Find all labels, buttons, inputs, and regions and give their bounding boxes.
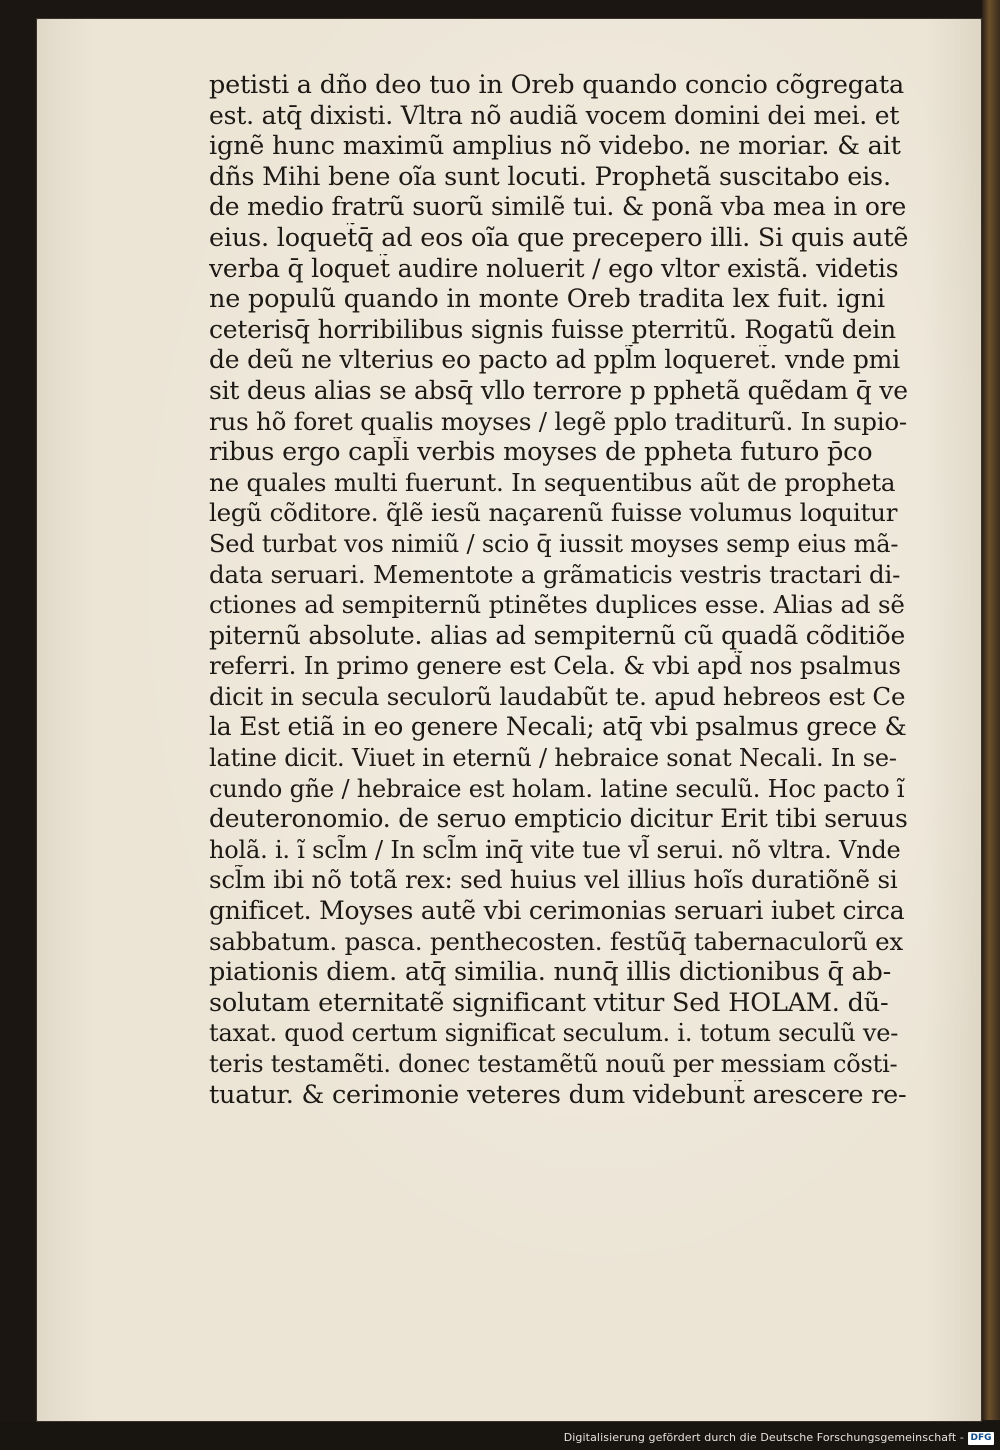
text-line: holã. i. ĩ scl̃m / In scl̃m inq̄ vite tue vl̃ serui. nõ vltra. Vnde <box>209 835 901 864</box>
text-line: ne populũ quando in monte Oreb tradita lex fuit. igni <box>209 284 885 315</box>
dfg-logo-icon: DFG <box>968 1432 994 1445</box>
digitization-credit: Digitalisierung gefördert durch die Deutsche Forschungsgemeinschaft - <box>563 1431 964 1444</box>
text-line: taxat. quod certum significat seculum. i. totum seculũ ve- <box>209 1019 899 1048</box>
text-line: legũ cõditore. q̃lẽ iesũ naçarenũ fuisse volumus loquitur <box>209 498 898 528</box>
text-line: piationis diem. atq̄ similia. nunq̄ illis dictionibus q̄ ab- <box>209 957 892 988</box>
footer-bar <box>0 1422 1000 1450</box>
text-line: ne quales multi fuerunt. In sequentibus aũt de propheta <box>209 467 896 497</box>
text-line: tuatur. & cerimonie veteres dum videbunt̃ arescere re- <box>209 1079 907 1110</box>
text-line: dñs Mihi bene oĩa sunt locuti. Prophetã suscitabo eis. <box>209 161 891 192</box>
text-line: eius. loquet̃q̄ ad eos oĩa que precepero illi. Si quis autẽ <box>209 222 909 253</box>
text-line: ctiones ad sempiternũ ptinẽtes duplices esse. Alias ad sẽ <box>209 590 905 620</box>
text-line: de medio fratrũ suorũ similẽ tui. & ponã vba mea in ore <box>209 192 907 222</box>
text-line: rus hõ foret qualis moyses / legẽ pplo traditurũ. In supio- <box>209 406 907 436</box>
book-spine-edge <box>982 0 1000 1420</box>
text-line: Sed turbat vos nimiũ / scio q̄ iussit moyses semp eius mã- <box>209 529 899 558</box>
text-line: la Est etiã in eo genere Necali; atq̄ vbi psalmus grece & <box>209 712 907 742</box>
text-line: sit deus alias se absq̄ vllo terrore p pphetã quẽdam q̄ ve <box>209 375 908 405</box>
text-line: ceterisq̄ horribilibus signis fuisse pterritũ. Rogatũ dein <box>209 314 896 344</box>
text-line: verba q̄ loquet̃ audire noluerit / ego vltor existã. videtis <box>209 253 899 283</box>
text-line: deuteronomio. de seruo empticio dicitur Erit tibi seruus <box>209 804 908 834</box>
text-line: referri. In primo genere est Cela. & vbi apd̃ nos psalmus <box>209 651 901 681</box>
text-line: ribus ergo capl̃i verbis moyses de ppheta futuro p̄co <box>209 437 873 468</box>
text-line: scl̃m ibi nõ totã rex: sed huius vel illius hoĩs duratiõnẽ si <box>209 865 898 895</box>
text-line: piternũ absolute. alias ad sempiternũ cũ quadã cõditiõe <box>209 620 906 650</box>
text-line: gnificet. Moyses autẽ vbi cerimonias seruari iubet circa <box>209 896 905 926</box>
text-line: latine dicit. Viuet in eternũ / hebraice sonat Necali. In se- <box>209 744 897 773</box>
text-line: ignẽ hunc maximũ amplius nõ videbo. ne moriar. & ait <box>209 131 901 162</box>
text-line: sabbatum. pasca. penthecosten. festũq̄ tabernaculorũ ex <box>209 926 904 956</box>
text-line: data seruari. Mementote a grãmaticis vestris tractari di- <box>209 559 901 589</box>
text-line: teris testamẽti. donec testamẽtũ nouũ per messiam cõsti- <box>209 1050 898 1078</box>
page-text-block <box>209 70 909 1110</box>
text-line: de deũ ne vlterius eo pacto ad ppl̃m loqueret̃. vnde pmi <box>209 345 900 375</box>
text-line: cundo gñe / hebraice est holam. latine seculũ. Hoc pacto ĩ <box>209 774 905 803</box>
text-line: dicit in secula seculorũ laudabũt te. apud hebreos est Ce <box>209 681 906 711</box>
text-line: petisti a dño deo tuo in Oreb quando concio cõgregata <box>209 70 904 100</box>
text-line: solutam eternitatẽ significant vtitur Sed HOLAM. dũ- <box>209 987 889 1018</box>
text-line: est. atq̄ dixisti. Vltra nõ audiã vocem domini dei mei. et <box>209 100 900 130</box>
